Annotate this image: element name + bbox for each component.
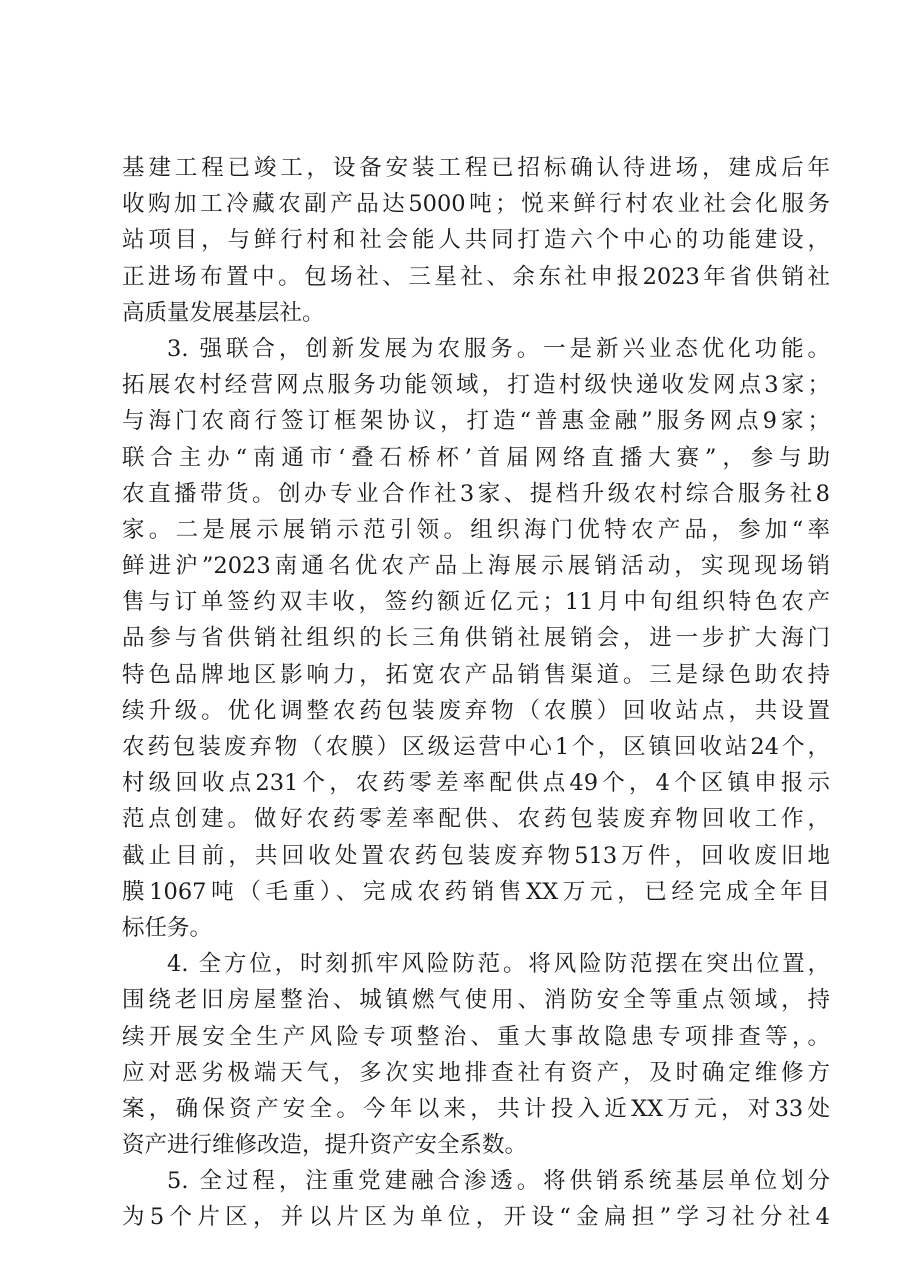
text-line: 拓展农村经营网点服务功能领域，打造村级快递收发网点3家； xyxy=(122,372,830,399)
text-line: 4. 全方位，时刻抓牢风险防范。将风险防范摆在突出位置， xyxy=(167,951,830,978)
text-line: 资产进行维修改造，提升资产安全系数。 xyxy=(122,1132,528,1159)
text-line: 为5个片区，并以片区为单位，开设“金扁担”学习社分社4 xyxy=(122,1204,830,1231)
text-line: 5. 全过程，注重党建融合渗透。将供销系统基层单位划分 xyxy=(167,1168,830,1195)
text-line: 标任务。 xyxy=(122,914,213,941)
text-line: 农药包装废弃物（农膜）区级运营中心1个，区镇回收站24个， xyxy=(122,734,830,760)
text-line: 高质量发展基层社。 xyxy=(122,299,325,326)
text-line: 家。二是展示展销示范引领。组织海门优特农产品，参加“率 xyxy=(122,516,830,543)
text-line: 村级回收点231个，农药零差率配供点49个，4个区镇申报示 xyxy=(122,770,830,797)
document-body-text xyxy=(122,150,830,1236)
text-line: 农直播带货。创办专业合作社3家、提档升级农村综合服务社8 xyxy=(122,480,830,507)
text-line: 售与订单签约双丰收，签约额近亿元；11月中旬组织特色农产 xyxy=(122,589,830,616)
text-line: 与海门农商行签订框架协议，打造“普惠金融”服务网点9家； xyxy=(122,408,830,435)
text-line: 续开展安全生产风险专项整治、重大事故隐患专项排查等，。 xyxy=(122,1023,830,1050)
text-line: 范点创建。做好农药零差率配供、农药包装废弃物回收工作， xyxy=(122,806,830,833)
text-line: 联合主办“南通市‘叠石桥杯’首届网络直播大赛”，参与助 xyxy=(122,444,830,471)
text-line: 膜1067吨（毛重）、完成农药销售XX万元，已经完成全年目 xyxy=(122,878,830,905)
text-line: 收购加工冷藏农副产品达5000吨；悦来鲜行村农业社会化服务 xyxy=(122,191,830,218)
text-line: 特色品牌地区影响力，拓宽农产品销售渠道。三是绿色助农持 xyxy=(122,661,830,688)
text-line: 站项目，与鲜行村和社会能人共同打造六个中心的功能建设， xyxy=(122,227,830,254)
text-line: 品参与省供销社组织的长三角供销社展销会，进一步扩大海门 xyxy=(122,625,830,652)
text-line: 围绕老旧房屋整治、城镇燃气使用、消防安全等重点领域，持 xyxy=(122,987,830,1014)
text-line: 3. 强联合，创新发展为农服务。一是新兴业态优化功能。 xyxy=(167,335,830,362)
text-line: 截止目前，共回收处置农药包装废弃物513万件，回收废旧地 xyxy=(122,842,830,869)
text-line: 基建工程已竣工，设备安装工程已招标确认待进场，建成后年 xyxy=(122,155,830,181)
text-line: 续升级。优化调整农药包装废弃物（农膜）回收站点，共设置 xyxy=(122,697,830,724)
text-line: 正进场布置中。包场社、三星社、余东社申报2023年省供销社 xyxy=(122,263,830,290)
text-line: 案，确保资产安全。今年以来，共计投入近XX万元，对33处 xyxy=(122,1095,830,1122)
text-line: 鲜进沪”2023南通名优农产品上海展示展销活动，实现现场销 xyxy=(122,553,830,580)
text-line: 应对恶劣极端天气，多次实地排查社有资产，及时确定维修方 xyxy=(122,1059,830,1086)
